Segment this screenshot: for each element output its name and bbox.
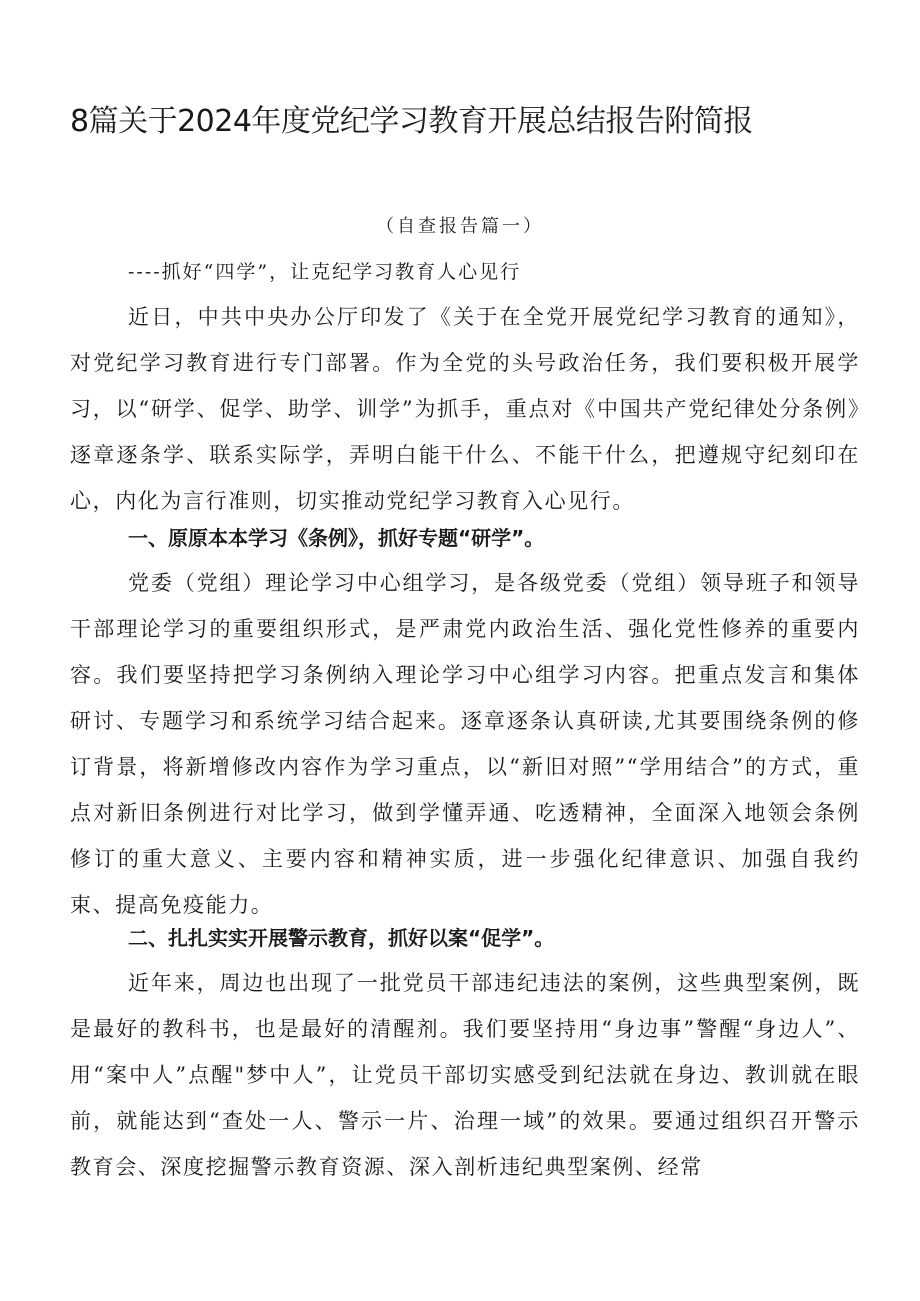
paragraph-section-2: 近年来，周边也出现了一批党员干部违纪违法的案例，这些典型案例，既是最好的教科书，也是最好的清醒剂。我们要坚持用“身边事”警醒“身边人”、用“案中人”点醒"梦中人”，让党员干部切实感受到纪法就在身边、教训就在眼前，就能达到“查处一人、警示一片、治理一域”的效果。要通过组织召开警示教育会、深度挖掘警示教育资源、深入剖析违纪典型案例、经常	[70, 971, 860, 1179]
paragraph-intro: 近日，中共中央办公厅印发了《关于在全党开展党纪学习教育的通知》，对党纪学习教育进行专门部署。作为全党的头号政治任务，我们要积极开展学习，以“研学、促学、助学、训学”为抓手，重点对《中国共产党纪律处分条例》逐章逐条学、联系实际学，弄明白能干什么、不能干什么，把遵规守纪刻印在心，内化为言行准则，切实推动党纪学习教育入心见行。	[70, 305, 860, 513]
document-subtitle: （自查报告篇一）	[376, 216, 544, 237]
paragraph-section-1: 党委（党组）理论学习中心组学习，是各级党委（党组）领导班子和领导干部理论学习的重要组织形式，是严肃党内政治生活、强化党性修养的重要内容。我们要坚持把学习条例纳入理论学习中心组学习内容。把重点发言和集体研讨、专题学习和系统学习结合起来。逐章逐条认真研读,尤其要围绕条例的修订背景，将新增修改内容作为学习重点，以“新旧对照”“学用结合”的方式，重点对新旧条例进行对比学习，做到学懂弄通、吃透精神，全面深入地领会条例修订的重大意义、主要内容和精神实质，进一步强化纪律意识、加强自我约束、提高免疫能力。	[70, 571, 860, 917]
document-tagline: ----抓好“四学”，让克纪学习教育人心见行	[128, 261, 522, 283]
document-title: 8篇关于2024年度党纪学习教育开展总结报告附简报	[70, 104, 753, 139]
section-heading-2: 二、扎扎实实开展警示教育，抓好以案“促学”。	[128, 926, 555, 950]
section-heading-1: 一、原原本本学习《条例》，抓好专题“研学”。	[128, 526, 545, 550]
